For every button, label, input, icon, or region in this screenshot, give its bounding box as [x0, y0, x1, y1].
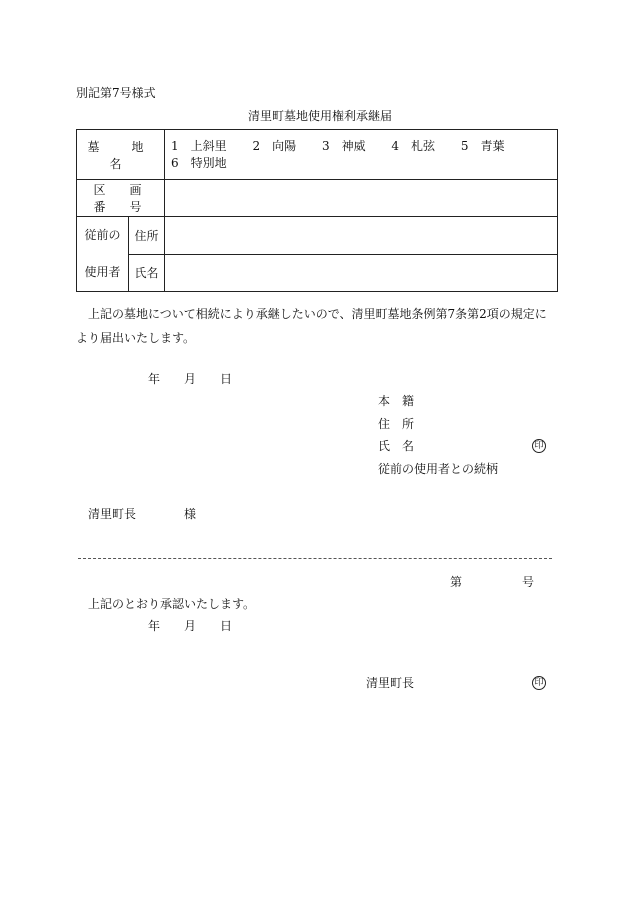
- relation-label: 従前の使用者との続柄: [378, 462, 499, 476]
- approval-number-prefix: 第: [450, 575, 463, 589]
- approval-number-suffix: 号: [522, 575, 535, 589]
- cut-line: [78, 558, 552, 559]
- approval-mayor: 清里町長: [366, 676, 415, 690]
- seal-mark: 印: [532, 439, 546, 453]
- name-field[interactable]: [165, 254, 558, 292]
- previous-user-label-line-1: 従前の: [84, 228, 121, 242]
- lot-number-row: [77, 180, 558, 217]
- previous-user-label-line-2: 使用者: [84, 265, 121, 279]
- grave-options[interactable]: [165, 130, 558, 180]
- applicant-address-label: 住 所: [378, 417, 415, 431]
- previous-user-label: [77, 217, 129, 292]
- previous-user-address-row: [77, 217, 558, 255]
- previous-user-name-row: [77, 254, 558, 292]
- lot-number-label: 区 画 番 号: [77, 180, 165, 217]
- address-field[interactable]: [165, 217, 558, 255]
- application-table: [76, 129, 558, 292]
- grave-option: 2 向陽: [252, 138, 297, 153]
- approval-date: 年 月 日: [148, 619, 233, 633]
- approval-seal-mark: 印: [532, 676, 546, 690]
- applicant-name-label: 氏 名: [378, 439, 415, 453]
- application-date: 年 月 日: [148, 372, 233, 386]
- document-title: 清里町墓地使用権利承継届: [248, 109, 393, 123]
- address-label: 住所: [129, 217, 165, 255]
- grave-options-line-1: [171, 138, 557, 155]
- form-number: 別記第7号様式: [76, 86, 156, 100]
- grave-name-row: [77, 130, 558, 180]
- lot-number-field[interactable]: [165, 180, 558, 217]
- statement-text: 上記の墓地について相続により承継したいので、清里町墓地条例第7条第2項の規定により届出いたします。: [76, 307, 547, 345]
- grave-option: 4 札弦: [391, 138, 436, 153]
- addressee-honorific: 様: [184, 507, 197, 521]
- grave-name-label: 墓 地 名: [77, 130, 165, 180]
- grave-option: 5 青葉: [460, 138, 505, 153]
- addressee-mayor: 清里町長: [88, 507, 137, 521]
- name-label: 氏名: [129, 254, 165, 292]
- grave-option: 1 上斜里: [171, 138, 227, 153]
- grave-options-line-2: [171, 155, 557, 172]
- approval-text: 上記のとおり承認いたします。: [88, 597, 256, 611]
- grave-option: 6 特別地: [171, 155, 227, 170]
- domicile-label: 本 籍: [378, 394, 415, 408]
- grave-option: 3 神威: [321, 138, 366, 153]
